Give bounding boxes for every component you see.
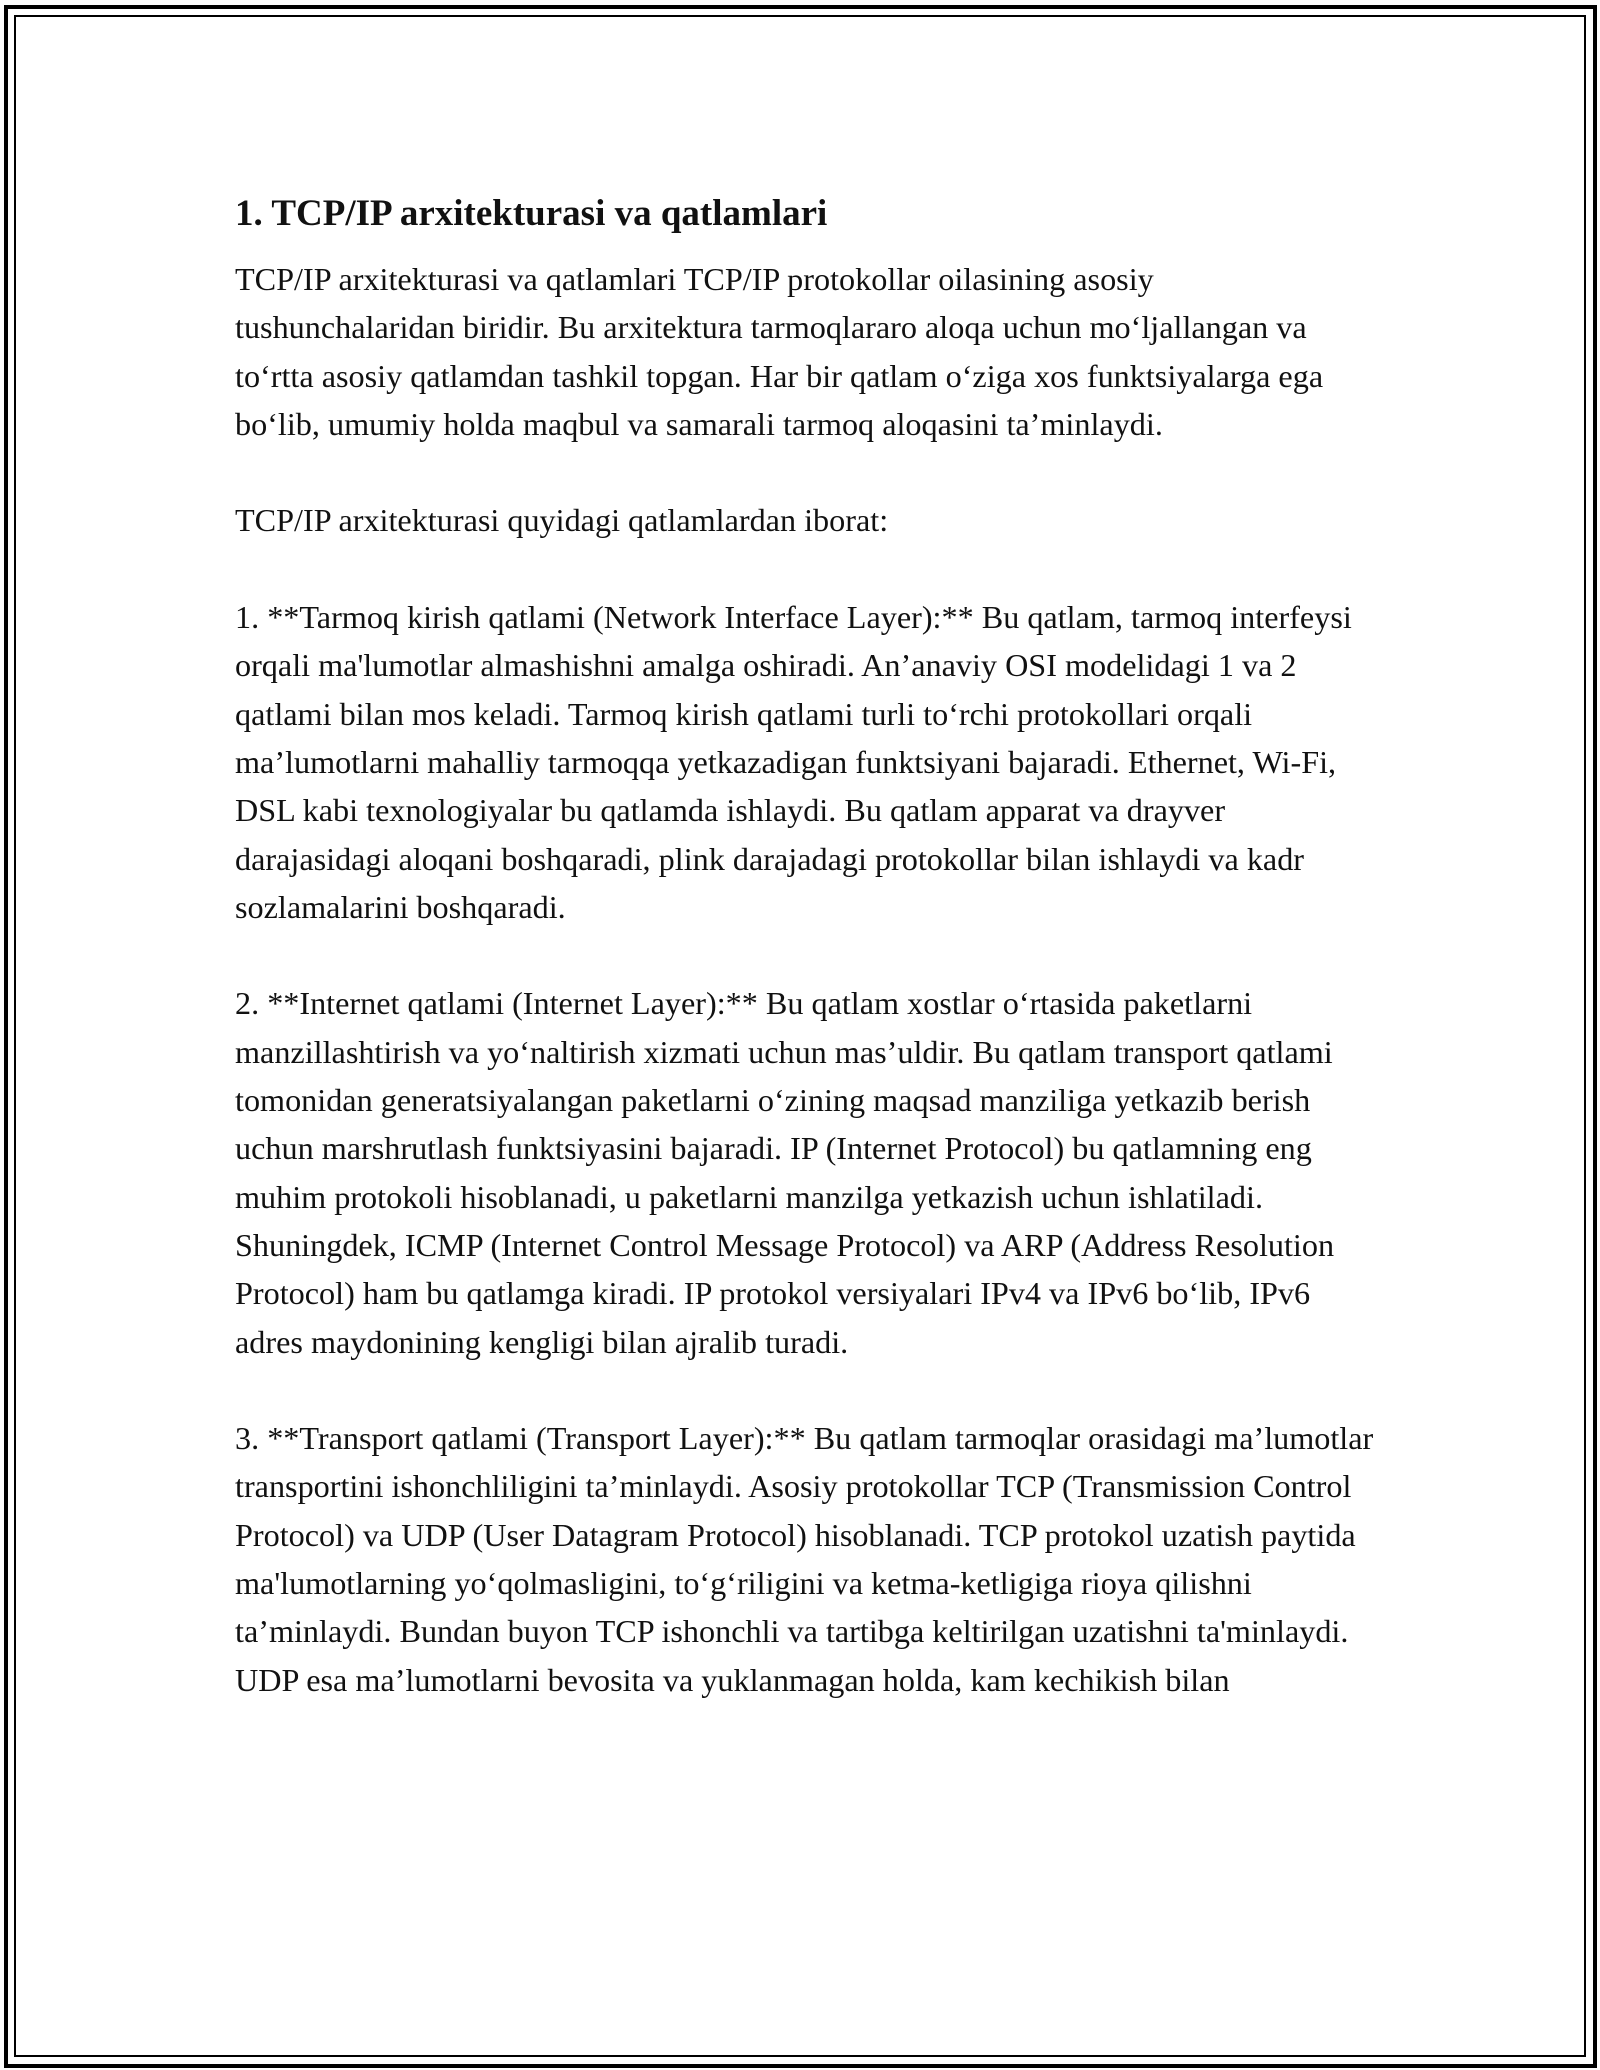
- network-interface-layer-paragraph: 1. **Tarmoq kirish qatlami (Network Interface Layer):** Bu qatlam, tarmoq interfeysi orqali ma'lumotlar almashishni amalga oshiradi. An’anaviy OSI modelidagi 1 va 2 qatlami bilan mos keladi. Tarmoq kirish qatlami turli to‘rchi protokollari orqali ma’lumotlarni mahalliy tarmoqqa yetkazadigan funktsiyani bajaradi. Ethernet, Wi-Fi, DSL kabi texnologiyalar bu qatlamda ishlaydi. Bu qatlam apparat va drayver darajasidagi aloqani boshqaradi, plink darajadagi protokollar bilan ishlaydi va kadr sozlamalarini boshqaradi.: [235, 599, 1352, 925]
- document-body: [235, 185, 1375, 1752]
- layers-intro-paragraph: TCP/IP arxitekturasi quyidagi qatlamlardan iborat:: [235, 502, 889, 539]
- section-heading: 1. TCP/IP arxitekturasi va qatlamlari: [235, 193, 828, 234]
- internet-layer-paragraph: 2. **Internet qatlami (Internet Layer):** Bu qatlam xostlar o‘rtasida paketlarni manzillashtirish va yo‘naltirish xizmati uchun mas’uldir. Bu qatlam transport qatlami tomonidan generatsiyalangan paketlarni o‘zining maqsad manziliga yetkazib berish uchun marshrutlash funktsiyasini bajaradi. IP (Internet Protocol) bu qatlamning eng muhim protokoli hisoblanadi, u paketlarni manzilga yetkazish uchun ishlatiladi. Shuningdek, ICMP (Internet Control Message Protocol) va ARP (Address Resolution Protocol) ham bu qatlamga kiradi. IP protokol versiyalari IPv4 va IPv6 bo‘lib, IPv6 adres maydonining kengligi bilan ajralib turadi.: [235, 985, 1335, 1360]
- transport-layer-paragraph: 3. **Transport qatlami (Transport Layer):** Bu qatlam tarmoqlar orasidagi ma’lumotlar transportini ishonchliligini ta’minlaydi. Asosiy protokollar TCP (Transmission Control Protocol) va UDP (User Datagram Protocol) hisoblanadi. TCP protokol uzatish paytida ma'lumotlarning yo‘qolmasligini, to‘g‘riligini va ketma-ketligiga rioya qilishni ta’minlaydi. Bundan buyon TCP ishonchli va tartibga keltirilgan uzatishni ta'minlaydi. UDP esa ma’lumotlarni bevosita va yuklanmagan holda, kam kechikish bilan: [235, 1420, 1374, 1698]
- intro-paragraph: TCP/IP arxitekturasi va qatlamlari TCP/IP protokollar oilasining asosiy tushunchalaridan biridir. Bu arxitektura tarmoqlararo aloqa uchun mo‘ljallangan va to‘rtta asosiy qatlamdan tashkil topgan. Har bir qatlam o‘ziga xos funktsiyalarga ega bo‘lib, umumiy holda maqbul va samarali tarmoq aloqasini ta’minlaydi.: [235, 261, 1324, 442]
